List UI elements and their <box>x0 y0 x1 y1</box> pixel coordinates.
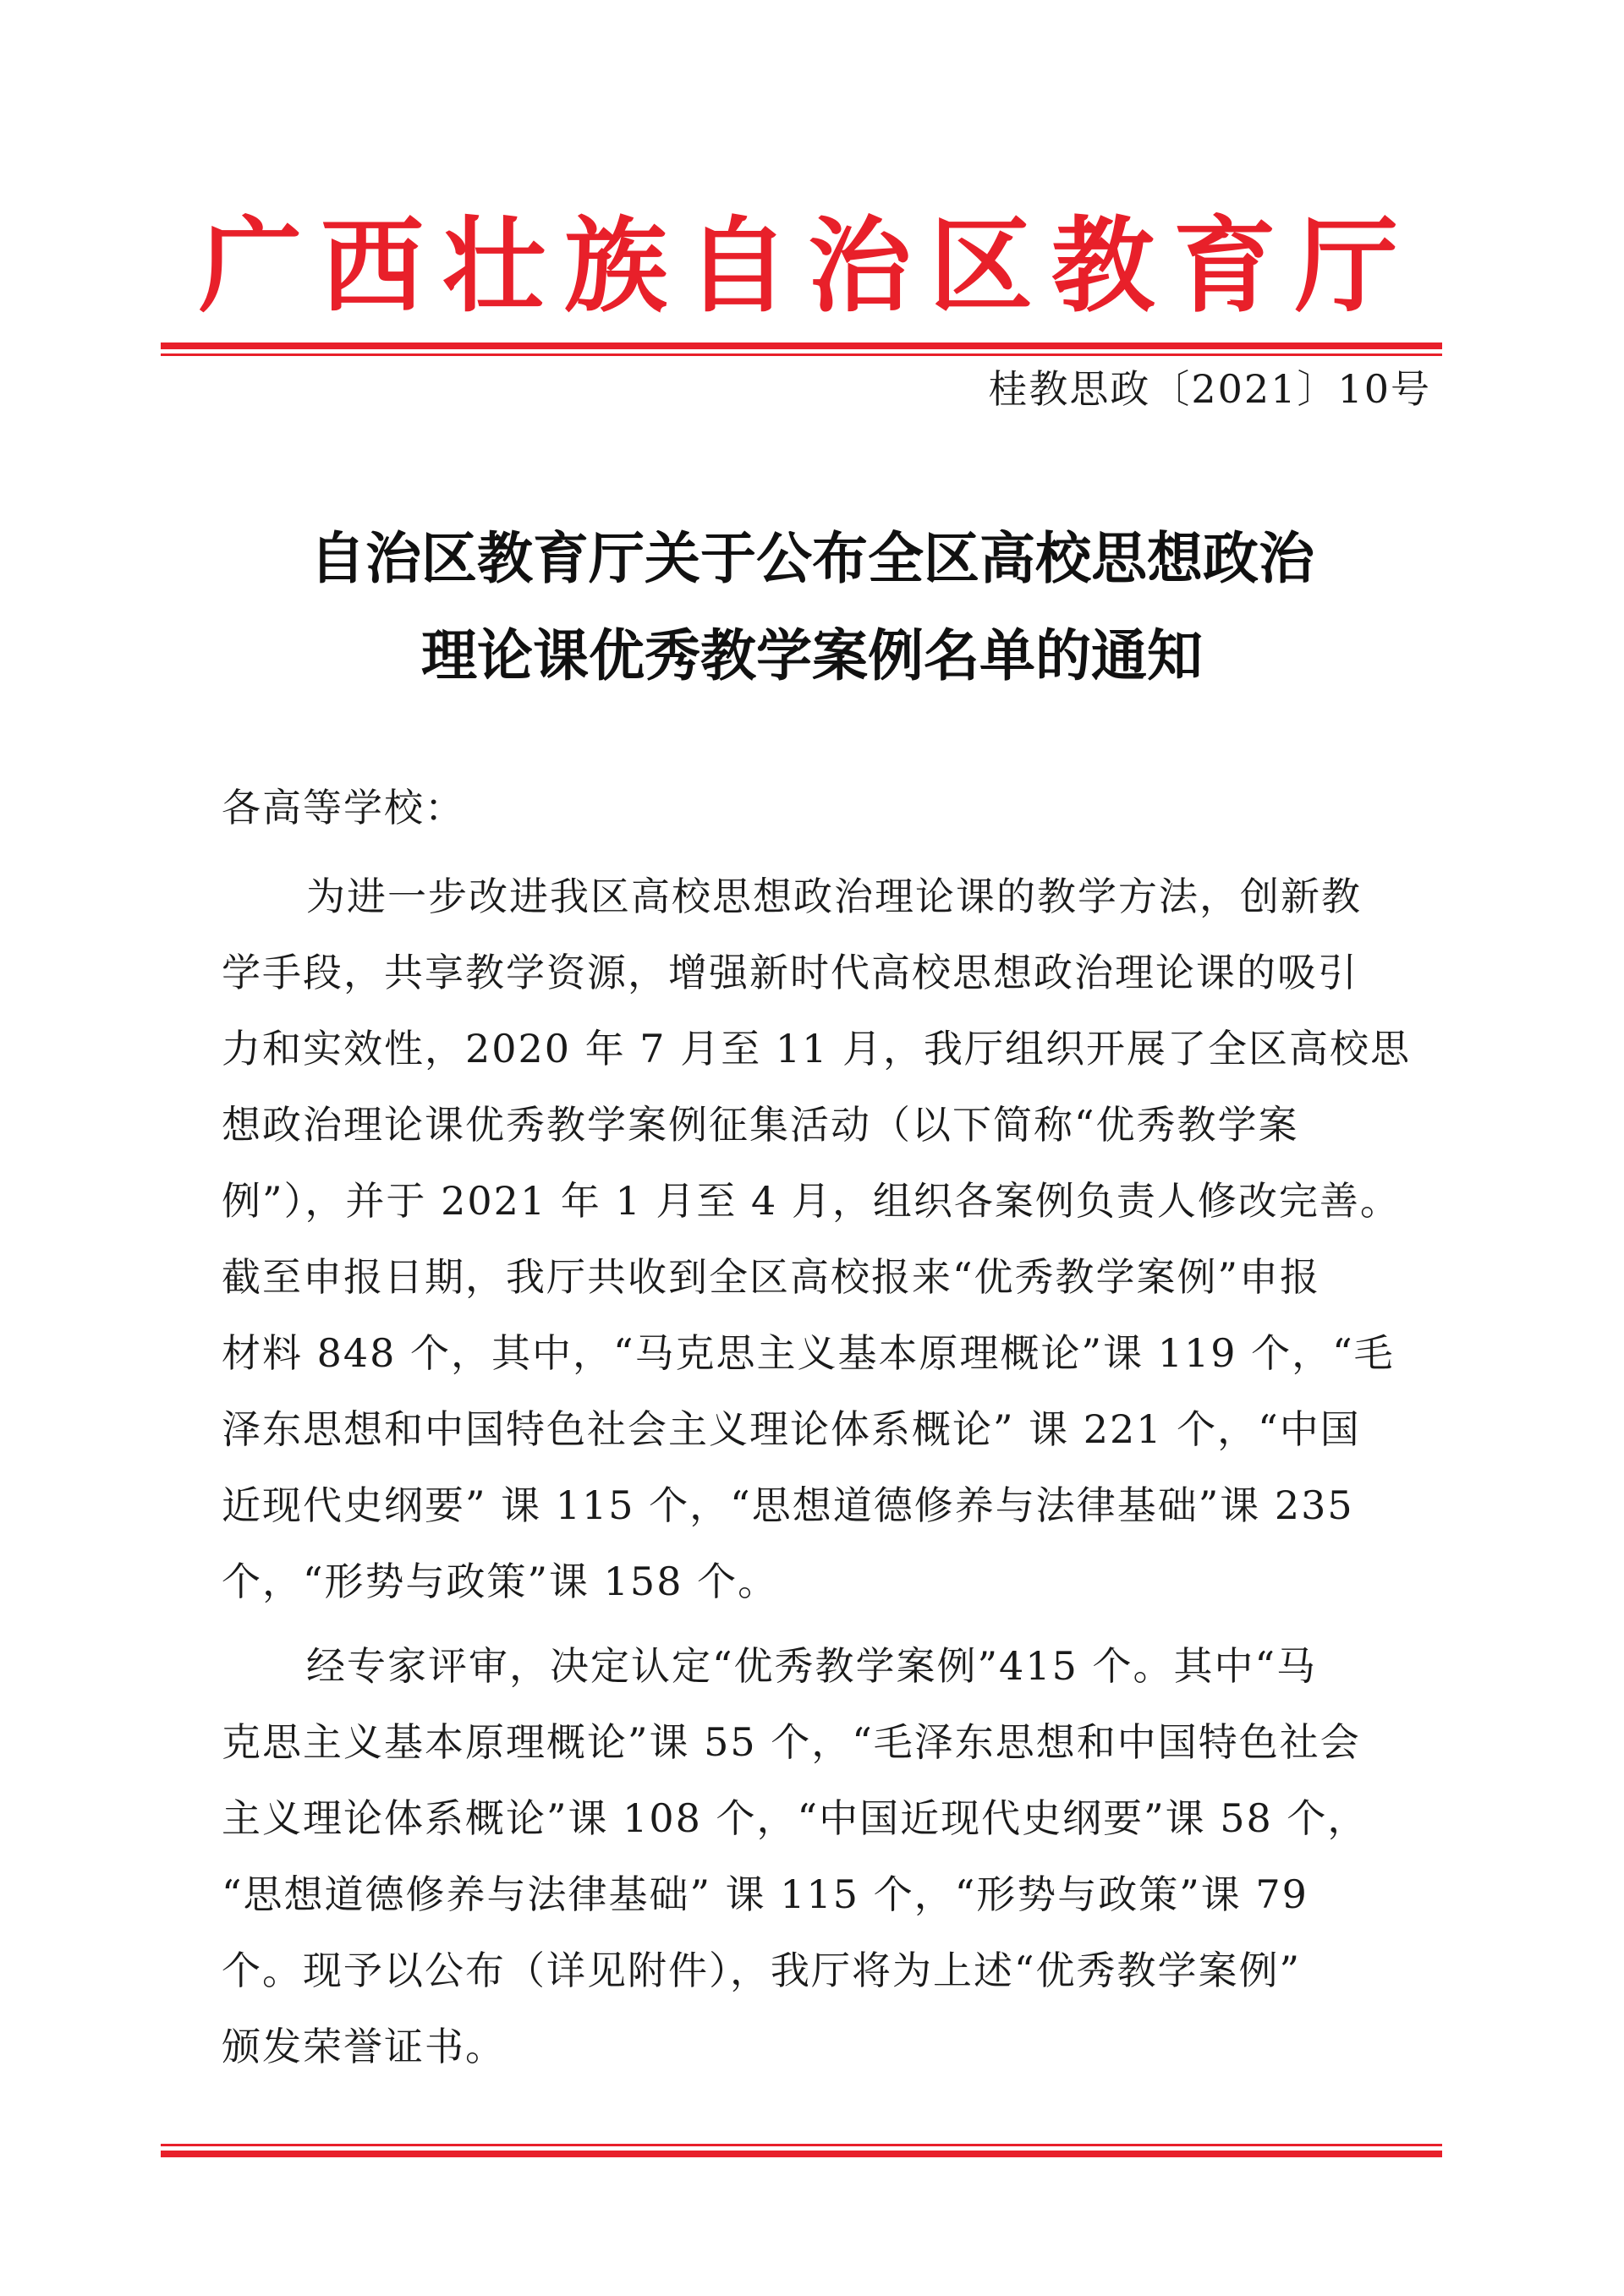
body-paragraph-1 <box>222 858 1431 1619</box>
organization-letterhead: 广西壮族自治区教育厅 <box>199 206 1417 326</box>
document-title-line-2: 理论课优秀教学案例名单的通知 <box>421 622 1203 688</box>
document-number: 桂教思政〔2021〕10号 <box>988 366 1431 412</box>
paragraph-line: 截至申报日期，我厅共收到全区高校报来“优秀教学案例”申报 <box>222 1254 1321 1300</box>
header-divider-thin <box>161 353 1442 356</box>
paragraph-line: 近现代史纲要” 课 115 个，“思想道德修养与法律基础”课 235 <box>222 1482 1354 1528</box>
header-divider-thick <box>161 342 1442 349</box>
paragraph-line: 个，“形势与政策”课 158 个。 <box>222 1559 779 1604</box>
paragraph-line: 为进一步改进我区高校思想政治理论课的教学方法，创新教 <box>306 874 1362 919</box>
document-title-line-1: 自治区教育厅关于公布全区高校思想政治 <box>310 525 1314 591</box>
paragraph-line: 学手段，共享教学资源，增强新时代高校思想政治理论课的吸引 <box>222 950 1358 995</box>
paragraph-line: “思想道德修养与法律基础” 课 115 个，“形势与政策”课 79 <box>222 1871 1309 1917</box>
paragraph-line: 材料 848 个，其中，“马克思主义基本原理概论”课 119 个，“毛 <box>222 1330 1395 1376</box>
footer-divider-thin <box>161 2144 1442 2146</box>
paragraph-line: 颁发荣誉证书。 <box>222 2024 506 2069</box>
salutation: 各高等学校： <box>222 785 465 830</box>
paragraph-line: 泽东思想和中国特色社会主义理论体系概论” 课 221 个，“中国 <box>222 1406 1361 1452</box>
paragraph-line: 经专家评审，决定认定“优秀教学案例”415 个。其中“马 <box>306 1643 1317 1689</box>
paragraph-line: 克思主义基本原理概论”课 55 个，“毛泽东思想和中国特色社会 <box>222 1719 1361 1765</box>
paragraph-line: 力和实效性，2020 年 7 月至 11 月，我厅组织开展了全区高校思 <box>222 1026 1411 1071</box>
body-paragraph-2 <box>222 1628 1431 2085</box>
paragraph-line: 想政治理论课优秀教学案例征集活动（以下简称“优秀教学案 <box>222 1102 1299 1148</box>
footer-divider-thick <box>161 2151 1442 2157</box>
paragraph-line: 例”），并于 2021 年 1 月至 4 月，组织各案例负责人修改完善。 <box>222 1178 1401 1224</box>
paragraph-line: 个。现予以公布（详见附件），我厅将为上述“优秀教学案例” <box>222 1948 1302 1993</box>
paragraph-line: 主义理论体系概论”课 108 个，“中国近现代史纲要”课 58 个， <box>222 1795 1369 1841</box>
